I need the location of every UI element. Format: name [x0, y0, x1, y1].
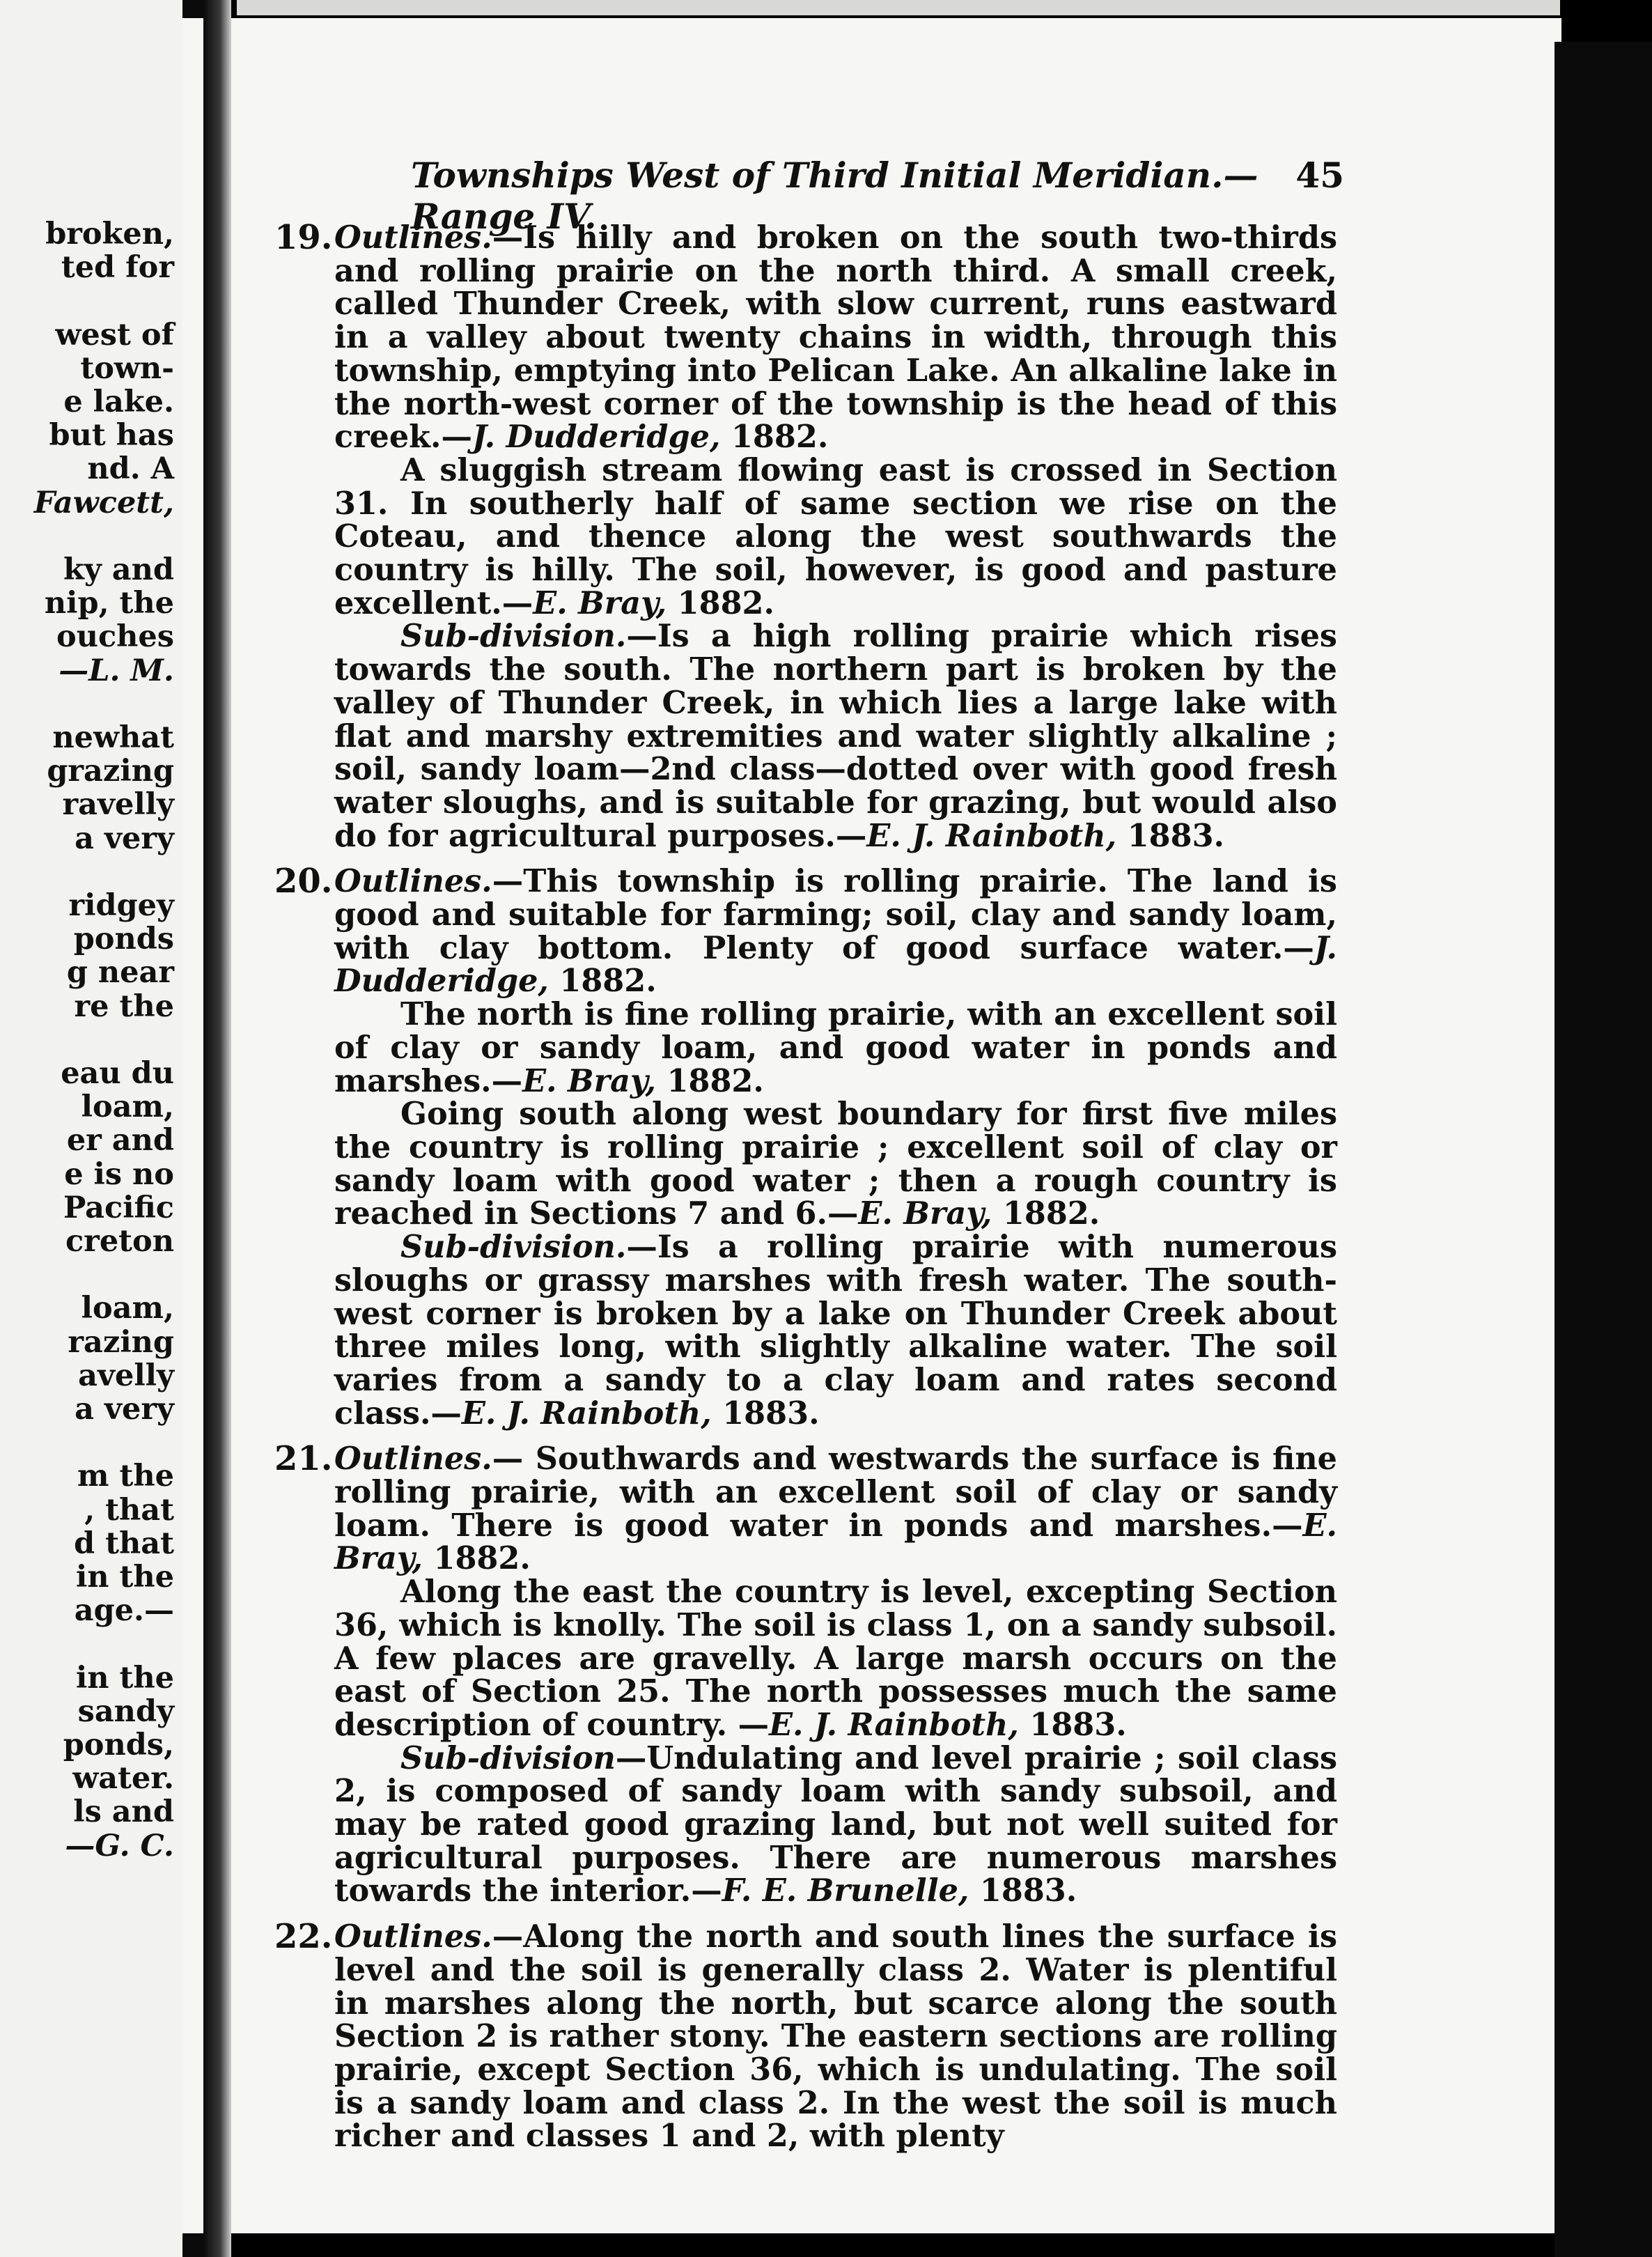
- entry-paragraph: [334, 865, 1337, 998]
- header-title: Townships West of Third Initial Meridian.—Range IV.: [411, 155, 1259, 237]
- survey-year: 1882.: [656, 1062, 764, 1099]
- entry-paragraph: [334, 620, 1337, 853]
- left-page-line: razing: [68, 1324, 174, 1360]
- survey-year: 1882.: [992, 1195, 1100, 1232]
- entry-paragraph: [334, 1443, 1337, 1576]
- left-page-line: ky and: [63, 552, 174, 587]
- left-page-line: ravelly: [62, 787, 174, 823]
- section-label: Sub-division: [400, 1739, 616, 1776]
- township-number: 22.: [274, 1917, 333, 1957]
- township-entry: [274, 1917, 1337, 2155]
- left-page-line: creton: [65, 1224, 174, 1259]
- paragraph-text: —Along the north and south lines the surface is level and the soil is generally class 2. Water is plentiful in marshes along the north, but scarce along the south Section 2 is rather stony. The eastern sections are rolling prairie, except Section 36, which is undulating. The soil is a sandy loam and class 2. In the west the soil is much richer and classes 1 and 2, with plenty: [334, 1918, 1337, 2155]
- running-header: [411, 155, 1344, 237]
- survey-year: 1883.: [711, 1395, 820, 1432]
- section-label: Outlines.: [334, 219, 492, 256]
- left-page-line: town-: [80, 350, 174, 386]
- entry-paragraph: [334, 1739, 1337, 1909]
- entry-paragraph: [334, 451, 1337, 621]
- left-page-line: g near: [66, 955, 174, 991]
- paragraph-text: — Southwards and westwards the surface is fine rolling prairie, with an excellent soil of clay or sandy loam. There is good water in ponds and marshes.—: [334, 1441, 1337, 1544]
- survey-year: 1883.: [1116, 817, 1225, 854]
- section-label: Outlines.: [334, 1918, 492, 1955]
- left-page-line: ponds: [73, 922, 174, 957]
- page-number: 45: [1295, 155, 1344, 196]
- body-text: [274, 218, 1337, 2155]
- survey-year: 1882.: [720, 419, 829, 456]
- left-page-line: ridgey: [68, 888, 174, 923]
- entry-paragraph: [334, 1576, 1337, 1742]
- left-page-line: —L. M.: [59, 653, 174, 688]
- left-page-line: water.: [72, 1761, 174, 1797]
- left-page-line: ouches: [56, 619, 174, 655]
- left-page-line: age.—: [74, 1593, 174, 1629]
- surveyor-citation: E. Bray,: [533, 584, 667, 621]
- section-label: Sub-division.: [400, 618, 627, 655]
- township-entry: [274, 218, 1337, 854]
- top-page-edge: [237, 0, 1560, 15]
- left-page-line: in the: [75, 1560, 174, 1595]
- paragraph-text: Going south along west boundary for first five miles the country is rolling prairie ; excellent soil of clay or sandy loam with good water ; then a rough country is reached in Sections 7 and 6.—: [334, 1096, 1337, 1232]
- left-page-line: —G. C.: [65, 1828, 174, 1863]
- left-page-line: Fawcett,: [33, 485, 174, 520]
- section-label: Outlines.: [334, 1441, 492, 1477]
- left-page-line: eau du: [61, 1056, 174, 1091]
- left-page-line: er and: [66, 1123, 174, 1158]
- left-page-line: ted for: [61, 250, 174, 286]
- paragraph-text: The north is fine rolling prairie, with an excellent soil of clay or sandy loam, and good water in ponds and marshes.—: [334, 996, 1337, 1099]
- left-page-line: avelly: [78, 1358, 174, 1393]
- left-page-line: a very: [75, 821, 174, 856]
- entry-paragraph: [334, 998, 1337, 1098]
- left-page-line: nd. A: [87, 451, 174, 487]
- township-number: 21.: [274, 1439, 333, 1479]
- left-page-line: in the: [75, 1660, 174, 1696]
- paragraph-text: —This township is rolling prairie. The land is good and suitable for farming; soil, clay and sandy loam, with clay bottom. Plenty of good surface water.—: [334, 863, 1337, 966]
- paragraph-text: Along the east the country is level, excepting Section 36, which is knolly. The soil is class 1, on a sandy subsoil. A few places are gravelly. A large marsh occurs on the east of Section 25. The north possesses much the same description of country. —: [334, 1574, 1337, 1743]
- survey-year: 1883.: [1018, 1706, 1127, 1743]
- surveyor-citation: E. Bray,: [334, 1507, 1337, 1577]
- left-page-line: broken,: [45, 217, 174, 251]
- paragraph-text: A sluggish stream flowing east is crossed in Section 31. In southerly half of same section we rise on the Coteau, and thence along the west southwards the country is hilly. The soil, however, is good and pasture excellent.—: [334, 451, 1337, 621]
- left-page-line: e is no: [64, 1156, 174, 1192]
- left-page-line: newhat: [52, 720, 174, 755]
- left-page-line: d that: [74, 1526, 174, 1561]
- left-page-line: west of: [55, 317, 174, 352]
- paragraph-text: —Is a rolling prairie with numerous sloughs or grassy marshes with fresh water. The south-west corner is broken by a lake on Thunder Creek about three miles long, with slightly alkaline water. The soil varies from a sandy to a clay loam and rates second class.—: [334, 1229, 1337, 1432]
- surveyor-citation: E. Bray,: [522, 1062, 657, 1099]
- entry-paragraph: [334, 219, 1337, 456]
- surveyor-citation: J. Dudderidge,: [472, 419, 721, 456]
- left-page-line: nip, the: [44, 586, 174, 621]
- section-label: Outlines.: [334, 863, 492, 900]
- surveyor-citation: E. Bray,: [858, 1195, 992, 1232]
- township-entry: [274, 1439, 1337, 1909]
- left-page-line: re the: [74, 988, 174, 1024]
- left-page-line: m the: [77, 1459, 174, 1494]
- surveyor-citation: E. J. Rainboth,: [769, 1706, 1019, 1743]
- entry-paragraph: [334, 1098, 1337, 1231]
- left-page-line: grazing: [47, 754, 174, 789]
- surveyor-citation: F. E. Brunelle,: [722, 1872, 969, 1909]
- paragraph-text: —Is hilly and broken on the south two-thirds and rolling prairie on the north third. A small creek, called Thunder Creek, with slow current, runs eastward in a valley about twenty chains in width, through this township, emptying into Pelican Lake. An alkaline lake in the north-west corner of the township is the head of this creek.—: [334, 219, 1337, 456]
- survey-year: 1882.: [548, 963, 657, 1000]
- survey-year: 1882.: [667, 584, 775, 621]
- left-page-fragment: [0, 0, 203, 2257]
- left-page-line: , that: [84, 1492, 174, 1528]
- township-number: 20.: [274, 862, 333, 901]
- entry-paragraph: [334, 1918, 1337, 2155]
- left-page-line: ponds,: [63, 1728, 174, 1762]
- paragraph-text: —Undulating and level prairie ; soil class 2, is composed of sandy loam with sandy subsoil, and may be rated good grazing land, but not well suited for agricultural purposes. There are numerous marshes towards the interior.—: [334, 1739, 1337, 1909]
- surveyor-citation: J. Dudderidge,: [334, 929, 1337, 1000]
- survey-year: 1882.: [422, 1540, 531, 1577]
- survey-year: 1883.: [969, 1872, 1077, 1909]
- entry-paragraph: [334, 1231, 1337, 1430]
- surveyor-citation: E. J. Rainboth,: [461, 1395, 712, 1432]
- section-label: Sub-division.: [400, 1229, 627, 1266]
- left-page-line: sandy: [77, 1693, 174, 1729]
- left-page-line: ls and: [73, 1794, 174, 1830]
- township-entry: [274, 862, 1337, 1432]
- township-number: 19.: [274, 218, 333, 257]
- left-page-line: Pacific: [63, 1190, 174, 1225]
- left-page-line: a very: [75, 1392, 174, 1427]
- left-page-line: e lake.: [63, 385, 174, 419]
- book-gutter: [203, 0, 231, 2257]
- right-page-edge: [1554, 42, 1652, 2257]
- left-page-line: loam,: [81, 1291, 174, 1326]
- left-page-line: loam,: [81, 1089, 174, 1125]
- left-page-line: but has: [49, 418, 174, 453]
- paragraph-text: —Is a high rolling prairie which rises towards the south. The northern part is broken by the valley of Thunder Creek, in which lies a large lake with flat and marshy extremities and water slightly alkaline ; soil, sandy loam—2nd class—dotted over with good fresh water sloughs, and is suitable for grazing, but would also do for agricultural purposes.—: [334, 618, 1337, 854]
- surveyor-citation: E. J. Rainboth,: [866, 817, 1117, 854]
